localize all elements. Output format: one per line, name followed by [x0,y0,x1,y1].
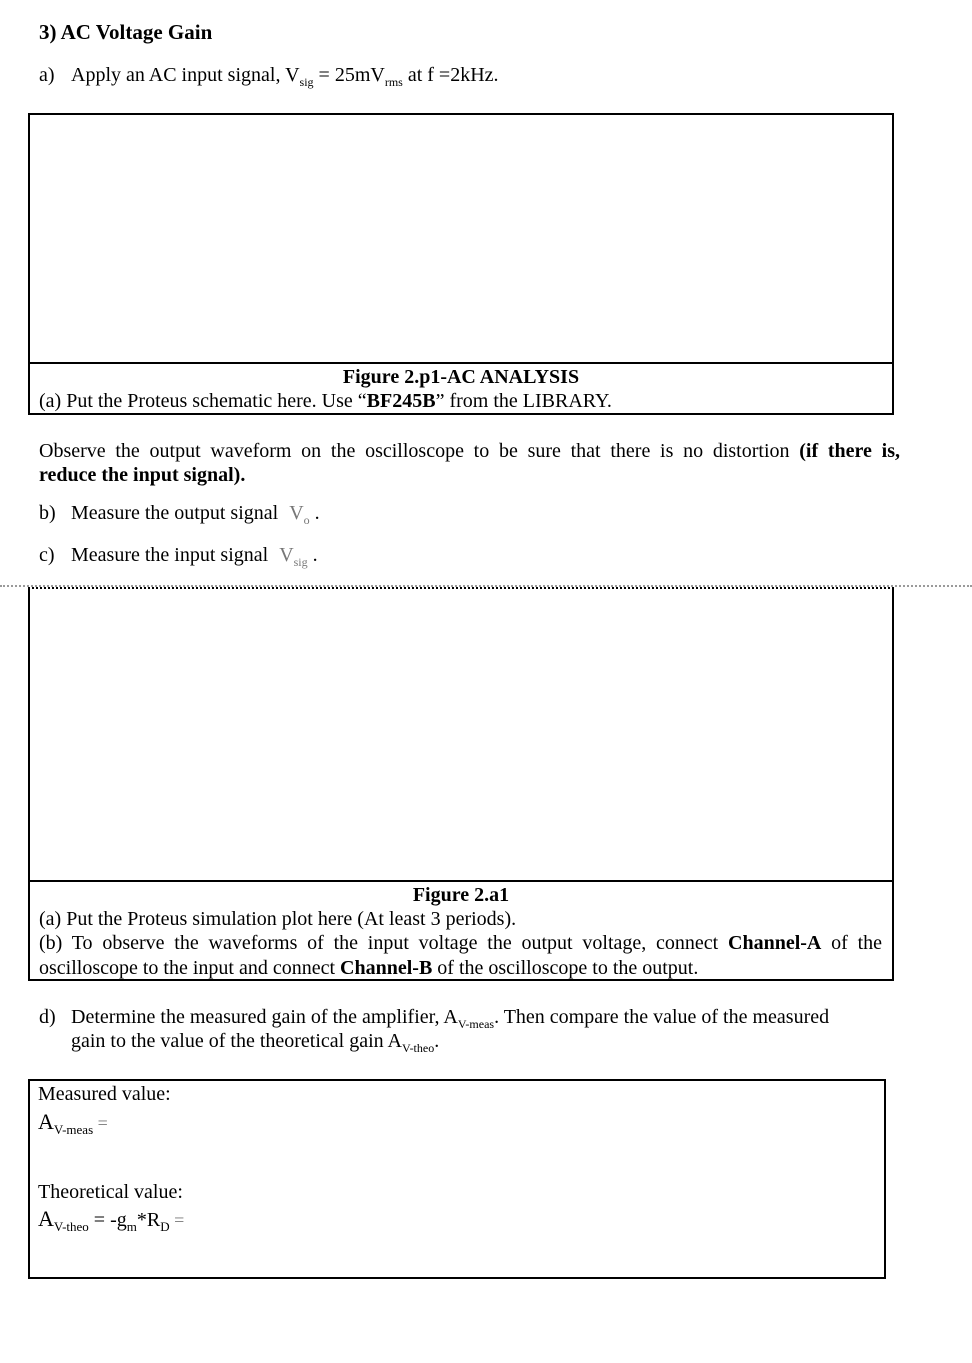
item-c-end: . [307,544,318,566]
item-d-label: d) [39,1006,56,1028]
figure2-line3-bold: Channel-B [340,957,433,979]
item-a-sub-sig: sig [299,75,314,89]
item-a-text-pre: Apply an AC input signal, V [71,64,300,86]
theo-sub: V-theo [53,1219,89,1234]
item-c-sub: sig [293,555,308,569]
theoretical-label: Theoretical value: [38,1181,183,1203]
item-b-end: . [309,502,320,524]
figure2-line2-bold: Channel-A [728,932,822,954]
figure1-divider [30,362,892,364]
answer-box[interactable] [28,1079,886,1279]
figure2-line3-post: of the oscilloscope to the output. [432,957,699,979]
theo-sub-d: D [160,1219,170,1234]
item-b [39,502,320,525]
item-a-label: a) [39,64,55,86]
figure2-title: Figure 2.a1 [412,884,510,906]
item-b-sub: o [303,513,310,527]
observe-line2 [39,464,245,487]
figure1-caption-bold: BF245B [366,390,436,412]
theo-var: A [38,1206,54,1231]
observe-line1 [39,440,900,463]
item-d-line2 [71,1030,439,1053]
figure1-caption [39,390,612,413]
item-d-line2-sub: V-theo [402,1041,435,1055]
figure2-caption-line2 [39,932,882,955]
theo-eq3: = [169,1210,185,1230]
observe-line2-bold: reduce the input signal). [39,464,246,486]
theo-sub-m: m [126,1219,137,1234]
theoretical-formula[interactable] [38,1206,184,1232]
item-a-text-mid: = 25mV [313,64,385,86]
measured-sub: V-meas [53,1122,94,1137]
figure1-caption-pre: (a) Put the Proteus schematic here. Use “ [39,390,367,412]
item-c-label: c) [39,544,55,566]
item-a-text-post: at f =2kHz. [402,64,499,86]
theo-eq2: *R [136,1209,161,1231]
figure1-box[interactable] [28,113,894,415]
item-d-line2-post: . [434,1030,440,1052]
figure1-title: Figure 2.p1-AC ANALYSIS [342,366,580,388]
item-d-line2-pre: gain to the value of the theoretical gain A [71,1030,402,1052]
section-title: 3) AC Voltage Gain [39,20,213,44]
item-c-text: Measure the input signal [71,544,274,566]
measured-label: Measured value: [38,1083,171,1105]
measured-formula[interactable] [38,1109,108,1135]
figure2-caption-line3 [39,957,698,980]
item-a [39,64,499,87]
item-b-var: V [289,502,304,524]
figure2-line3-pre: oscilloscope to the input and connect [39,957,341,979]
item-d-line1-post: . Then compare the value of the measured [494,1006,830,1028]
item-d-line1-pre: Determine the measured gain of the amplifier, A [71,1006,458,1028]
figure2-line2-pre: (b) To observe the waveforms of the input voltage the output voltage, connect [39,932,728,954]
figure1-caption-post: ” from the LIBRARY. [435,390,612,412]
figure2-box[interactable] [28,587,894,981]
figure2-divider [30,880,892,882]
observe-line1-text: Observe the output waveform on the oscilloscope to be sure that there is no distortion [39,440,800,462]
item-c [39,544,318,567]
figure2-line2-post: of the [821,932,882,954]
item-b-text: Measure the output signal [71,502,284,524]
item-d-line1-sub: V-meas [457,1017,495,1031]
item-d-line1 [39,1006,900,1029]
item-b-label: b) [39,502,56,524]
theo-eq1: = -g [88,1209,127,1231]
item-a-sub-rms: rms [384,75,403,89]
measured-eq: = [93,1113,108,1133]
observe-line1-bold: (if there is, [799,440,900,462]
measured-var: A [38,1109,54,1134]
item-c-var: V [279,544,294,566]
figure2-caption-line1: (a) Put the Proteus simulation plot here (At least 3 periods). [39,908,517,930]
